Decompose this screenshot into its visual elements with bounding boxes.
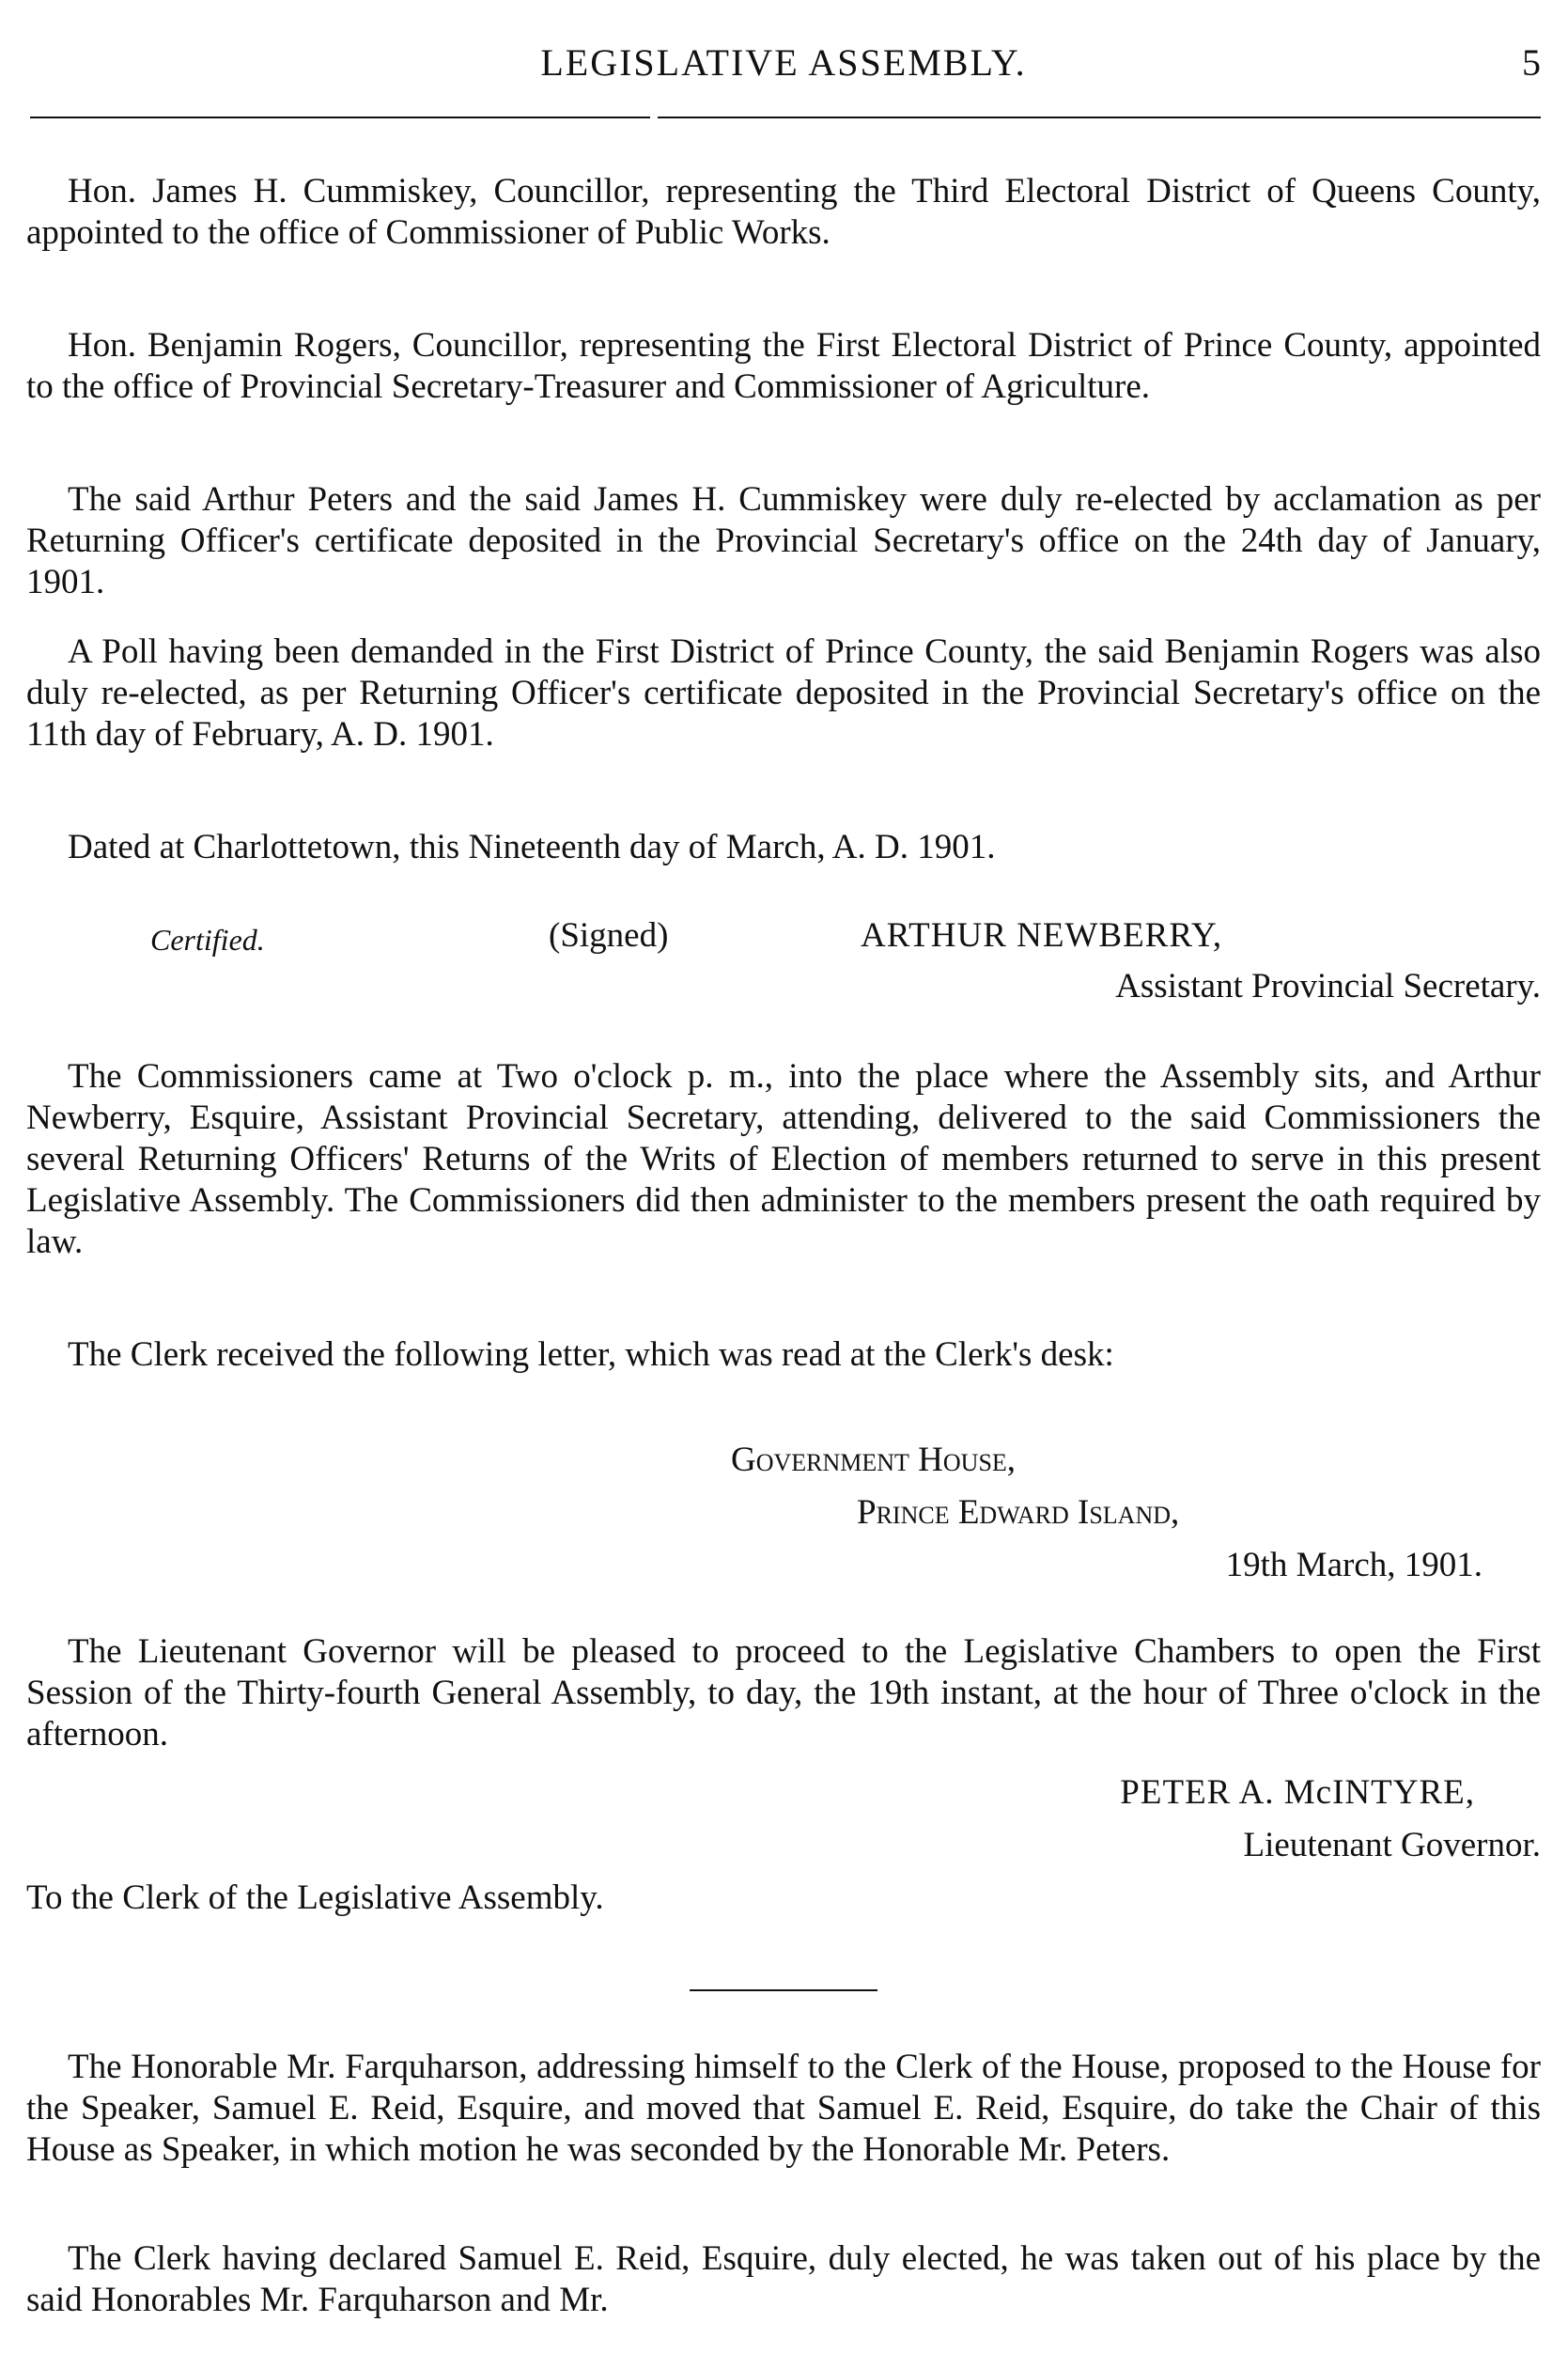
- governor-title: Lieutenant Governor.: [1243, 1826, 1541, 1864]
- letter-address-line1: Government House,: [731, 1441, 1017, 1479]
- page-number: 5: [1522, 41, 1541, 84]
- section-divider: [690, 1989, 877, 1991]
- governor-name: PETER A. McINTYRE,: [1120, 1773, 1475, 1812]
- page-title: LEGISLATIVE ASSEMBLY.: [540, 41, 1027, 84]
- running-head: [26, 39, 1541, 86]
- letter-addressee: To the Clerk of the Legislative Assembly.: [26, 1878, 604, 1917]
- letter-address-line2: Prince Edward Island,: [857, 1493, 1180, 1532]
- paragraph-dated: Dated at Charlottetown, this Nineteenth day of March, A. D. 1901.: [68, 828, 996, 866]
- paragraph-cummiskey-appointment: Hon. James H. Cummiskey, Councillor, representing the Third Electoral District of Queens County, appointed to the office of Commissioner of Public Works.: [26, 172, 1541, 252]
- paragraph-speaker-elected: The Clerk having declared Samuel E. Reid, Esquire, duly elected, he was taken out of his place by the said Honorables Mr. Farquharson and Mr.: [26, 2239, 1541, 2319]
- signed-label: (Signed): [549, 916, 669, 955]
- paragraph-commissioners: The Commissioners came at Two o'clock p. m., into the place where the Assembly sits, and Arthur Newberry, Esquire, Assistant Provincial Secretary, attending, delivered to the said Commissioners the several Returning Officers' Returns of the Writs of Election of members returned to serve in this present Legislative Assembly. The Commissioners did then administer to the members present the oath required by law.: [26, 1057, 1541, 1261]
- paragraph-speaker-motion: The Honorable Mr. Farquharson, addressing himself to the Clerk of the House, proposed to the House for the Speaker, Samuel E. Reid, Esquire, and moved that Samuel E. Reid, Esquire, do take the Chair of this House as Speaker, in which motion he was seconded by the Honorable Mr. Peters.: [26, 2048, 1541, 2169]
- signatory-title: Assistant Provincial Secretary.: [1115, 967, 1541, 1005]
- header-rule-right: [658, 117, 1541, 118]
- paragraph-poll: A Poll having been demanded in the First District of Prince County, the said Benjamin Rogers was also duly re-elected, as per Returning Officer's certificate deposited in the Provincial Secretary's office on the 11th day of February, A. D. 1901.: [26, 632, 1541, 754]
- paragraph-rogers-appointment: Hon. Benjamin Rogers, Councillor, representing the First Electoral District of Prince County, appointed to the office of Provincial Secretary-Treasurer and Commissioner of Agriculture.: [26, 326, 1541, 406]
- paragraph-re-election: The said Arthur Peters and the said James H. Cummiskey were duly re-elected by acclamation as per Returning Officer's certificate deposited in the Provincial Secretary's office on the 24th day of January, 1901.: [26, 480, 1541, 601]
- letter-date: 19th March, 1901.: [1225, 1546, 1483, 1584]
- header-rule-left: [30, 117, 650, 118]
- document-page: [26, 0, 1541, 2369]
- certified-label: Certified.: [150, 923, 265, 957]
- paragraph-governor-letter: The Lieutenant Governor will be pleased to proceed to the Legislative Chambers to open the First Session of the Thirty-fourth General Assembly, to day, the 19th instant, at the hour of Three o'clock in the afternoon.: [26, 1632, 1541, 1753]
- paragraph-clerk-letter: The Clerk received the following letter, which was read at the Clerk's desk:: [68, 1335, 1114, 1374]
- signatory-name: ARTHUR NEWBERRY,: [861, 916, 1223, 955]
